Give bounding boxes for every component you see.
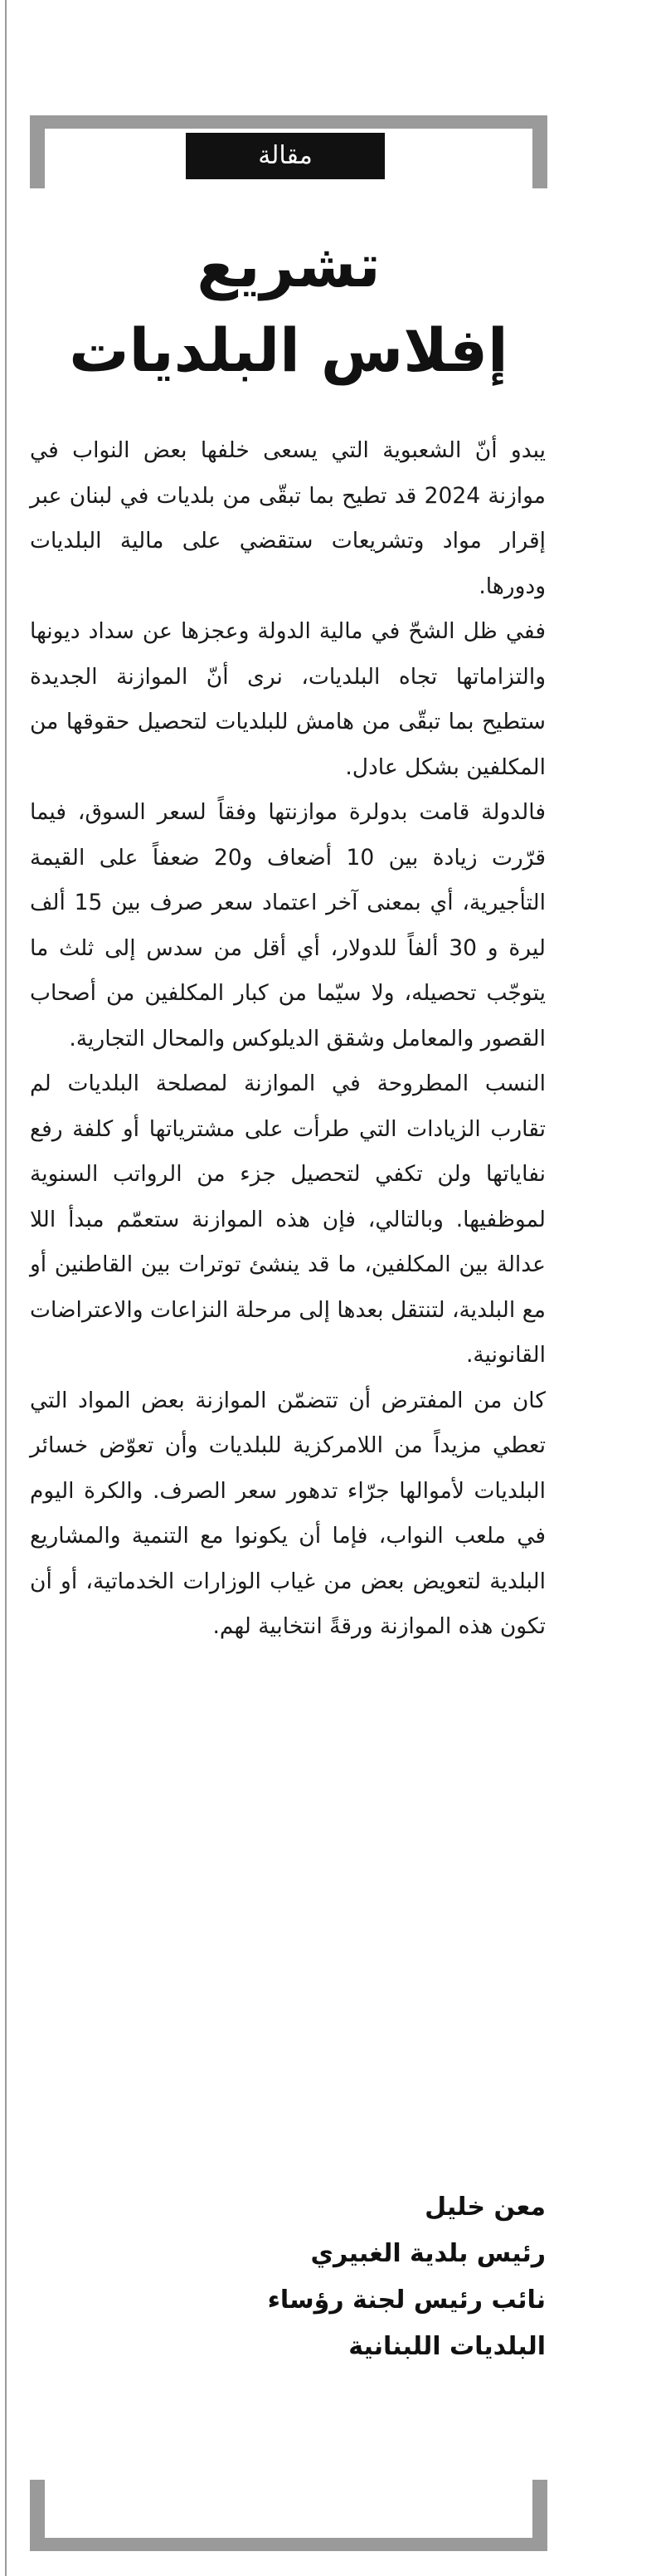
author-title-2: نائب رئيس لجنة رؤساء <box>267 2286 546 2315</box>
author-title-3: البلديات اللبنانية <box>348 2332 546 2361</box>
paragraph-2: ففي ظل الشحّ في مالية الدولة وعجزها عن سداد ديونها والتزاماتها تجاه البلديات، نرى أنّ الموازنة الجديدة ستطيح بما تبقّى من هامش للبلديات لتحصيل حقوقها من المكلفين بشكل عادل. <box>30 618 546 780</box>
top-frame-bar <box>30 115 547 129</box>
headline-line-2: إفلاس البلديات <box>69 315 508 385</box>
headline-line-1: تشريع <box>197 231 381 300</box>
top-frame-right-leg <box>532 115 547 188</box>
paragraph-1: يبدو أنّ الشعبوية التي يسعى خلفها بعض النواب في موازنة 2024 قد تطيح بما تبقّى من بلديات في لبنان عبر إقرار مواد وتشريعات ستقضي على مالية البلديات ودورها. <box>30 437 546 599</box>
paragraph-5: كان من المفترض أن تتضمّن الموازنة بعض المواد التي تعطي مزيداً من اللامركزية للبلديات وأن تعوّض خسائر البلديات لأموالها جرّاء تدهور سعر الصرف. والكرة اليوم في ملعب النواب، فإما أن يكونوا مع التنمية والمشاريع البلدية لتعويض بعض من غياب الوزارات الخدماتية، أو أن تكون هذه الموازنة ورقةً انتخابية لهم. <box>30 1387 546 1639</box>
author-name: معن خليل <box>425 2193 546 2222</box>
top-frame-left-leg <box>30 115 45 188</box>
author-signature <box>30 2184 546 2370</box>
paragraph-3: فالدولة قامت بدولرة موازنتها وفقاً لسعر السوق، فيما قرّرت زيادة بين 10 أضعاف و20 ضعفاً على القيمة التأجيرية، أي بمعنى آخر اعتماد سعر صرف بين 15 ألف ليرة و 30 ألفاً للدولار، أي أقل من سدس إلى ثلث ما يتوجّب تحصيله، ولا سيّما من كبار المكلفين من أصحاب القصور والمعامل وشقق الديلوكس والمحال التجارية. <box>30 799 546 1051</box>
bottom-frame-bar <box>30 2538 547 2551</box>
page-left-rule <box>5 0 7 2576</box>
author-title-1: رئيس بلدية الغبيري <box>310 2239 546 2268</box>
article-body <box>30 428 546 1650</box>
paragraph-4: النسب المطروحة في الموازنة لمصلحة البلديات لم تقارب الزيادات التي طرأت على مشترياتها أو كلفة رفع نفاياتها ولن تكفي لتحصيل جزء من الرواتب السنوية لموظفيها. وبالتالي، فإن هذه الموازنة ستعمّم مبدأ اللا عدالة بين المكلفين، ما قد ينشئ توترات بين القاطنين أو مع البلدية، لتنتقل بعدها إلى مرحلة النزاعات والاعتراضات القانونية. <box>30 1071 546 1368</box>
section-label-badge: مقالة <box>186 133 385 179</box>
bottom-frame-bracket <box>30 2480 547 2551</box>
